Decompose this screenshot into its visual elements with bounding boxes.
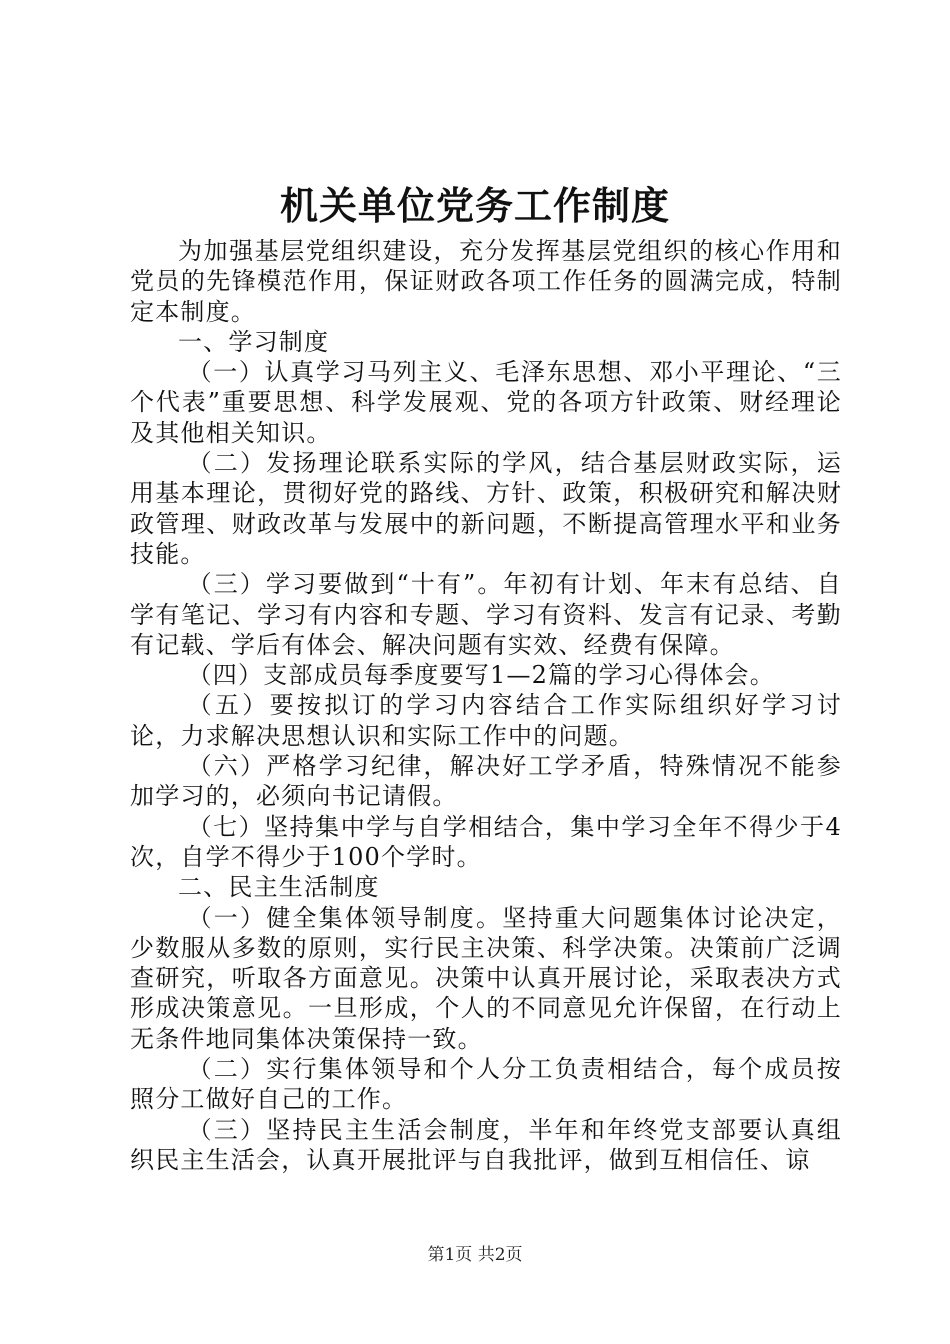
document-title: 机关单位党务工作制度 (279, 183, 670, 228)
paragraph-study-2: （二）发扬理论联系实际的学风，结合基层财政实际，运用基本理论，贯彻好党的路线、方针、政策，积极研究和解决财政管理、财政改革与发展中的新问题，不断提高管理水平和业务技能。 (130, 449, 842, 568)
paragraph-study-4: （四）支部成员每季度要写1—2篇的学习心得体会。 (187, 661, 775, 690)
paragraph-study-1: （一）认真学习马列主义、毛泽东思想、邓小平理论、“三个代表”重要思想、科学发展观、党的各项方针政策、财经理论及其他相关知识。 (130, 358, 842, 447)
section-heading-study: 一、学习制度 (178, 327, 330, 356)
paragraph-study-5: （五）要按拟订的学习内容结合工作实际组织好学习讨论，力求解决思想认识和实际工作中的问题。 (130, 691, 842, 750)
paragraph-intro: 为加强基层党组织建设，充分发挥基层党组织的核心作用和党员的先锋模范作用，保证财政各项工作任务的圆满完成，特制定本制度。 (130, 237, 842, 326)
paragraph-democratic-1: （一）健全集体领导制度。坚持重大问题集体讨论决定，少数服从多数的原则，实行民主决策、科学决策。决策前广泛调查研究，听取各方面意见。决策中认真开展讨论，采取表决方式形成决策意见。一旦形成，个人的不同意见允许保留，在行动上无条件地同集体决策保持一致。 (130, 903, 842, 1053)
paragraph-study-6: （六）严格学习纪律，解决好工学矛盾，特殊情况不能参加学习的，必须向书记请假。 (130, 752, 842, 811)
paragraph-study-3: （三）学习要做到“十有”。年初有计划、年末有总结、自学有笔记、学习有内容和专题、学习有资料、发言有记录、考勤有记载、学后有体会、解决问题有实效、经费有保障。 (130, 570, 842, 659)
page-footer (0, 1244, 950, 1266)
section-heading-democratic-life: 二、民主生活制度 (178, 873, 380, 902)
page-number-total: 共2页 (477, 1245, 523, 1265)
paragraph-study-7: （七）坚持集中学与自学相结合，集中学习全年不得少于4次，自学不得少于100个学时。 (130, 812, 842, 871)
paragraph-democratic-2: （二）实行集体领导和个人分工负责相结合，每个成员按照分工做好自己的工作。 (130, 1055, 842, 1114)
paragraph-democratic-3: （三）坚持民主生活会制度，半年和年终党支部要认真组织民主生活会，认真开展批评与自我批评，做到互相信任、谅 (130, 1115, 842, 1174)
page-number-current: 第1页 (427, 1245, 473, 1265)
document-body (130, 236, 842, 1175)
